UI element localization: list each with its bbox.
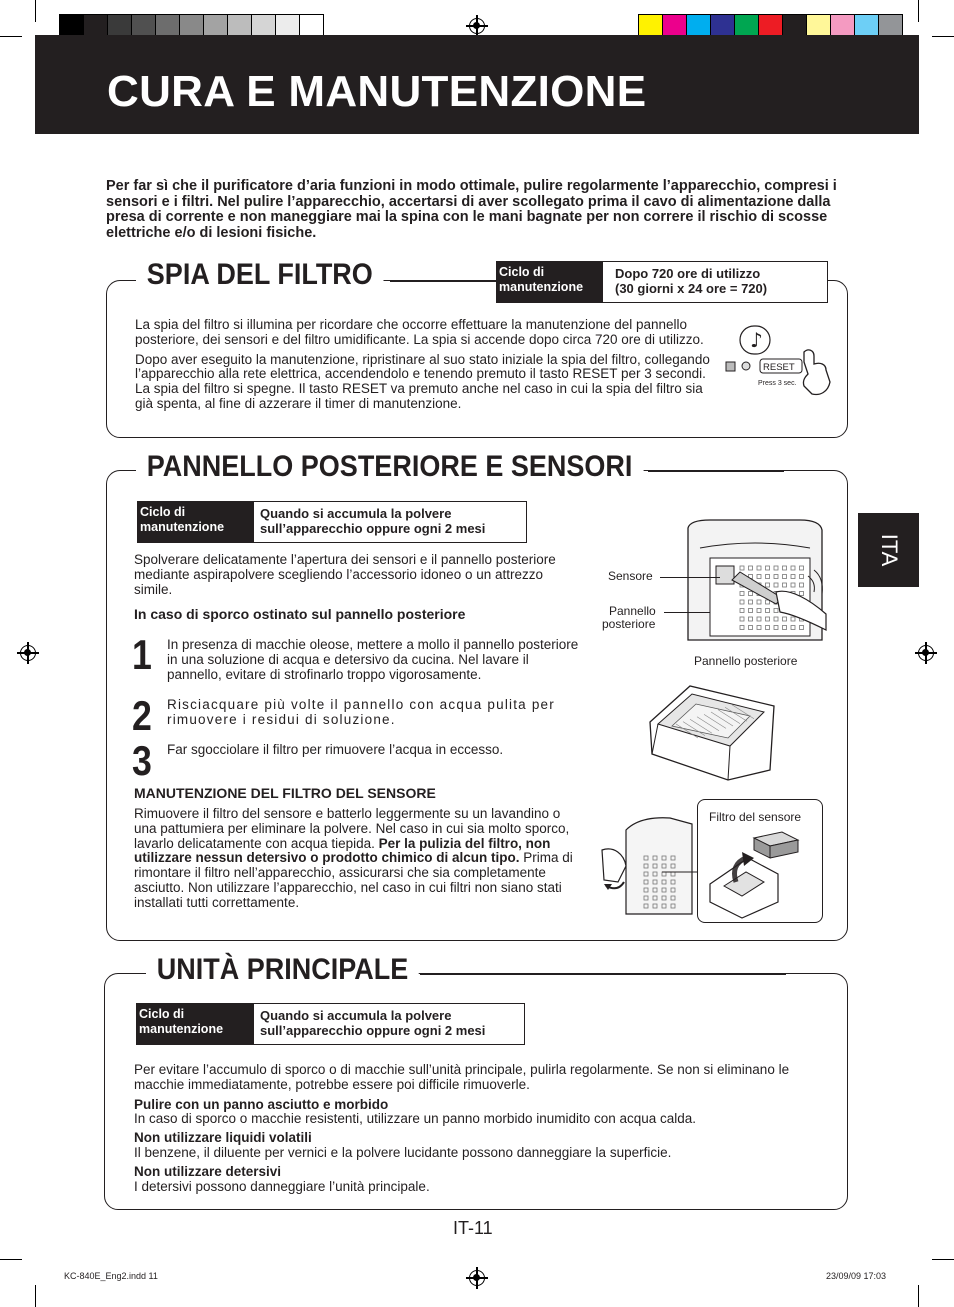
step-text: Risciacquare più volte il pannello con acqua pulita per rimuovere i residui di soluzione. <box>167 697 555 727</box>
language-tab-label: ITA <box>876 533 902 567</box>
sensor-opening <box>716 566 734 584</box>
cycle-value-line: (30 giorni x 24 ore = 720) <box>615 281 768 296</box>
sensor-filter-heading: MANUTENZIONE DEL FILTRO DEL SENSORE <box>134 785 436 801</box>
page-number: IT-11 <box>453 1218 493 1238</box>
crop-mark <box>0 1259 22 1260</box>
title-rule <box>420 973 786 975</box>
language-tab <box>858 513 919 587</box>
press-label: Press 3 sec. <box>758 380 797 387</box>
label-panel: Pannello <box>609 604 656 618</box>
main-unit-item-text: In caso di sporco o macchie resistenti, utilizzare un panno morbido inumidito con acqua calda. <box>134 1111 697 1127</box>
header-bar <box>35 35 919 134</box>
cycle-value-line: sull’apparecchio oppure ogni 2 mesi <box>260 521 486 536</box>
page-title: CURA E MANUTENZIONE <box>107 67 647 116</box>
footer-file-name: KC-840E_Eng2.indd 11 <box>64 1271 158 1281</box>
main-unit-item-heading: Non utilizzare liquidi volatili <box>134 1130 312 1146</box>
filter-lamp-title: SPIA DEL FILTRO <box>136 258 384 292</box>
sensor-text-warning: Per la pulizia del filtro, non utilizzare nessun detersivo o prodotto chimico di alcun tipo. <box>134 835 551 866</box>
label-sensor: Sensore <box>608 569 653 583</box>
sensor-filter-removal-illustration <box>600 810 698 916</box>
main-unit-item-heading: Pulire con un panno asciutto e morbido <box>134 1096 389 1112</box>
purifier-side <box>626 818 692 914</box>
title-rule <box>648 470 784 472</box>
main-unit-item-text: Il benzene, il diluente per vernici e la polvere lucidante possono danneggiare la superficie. <box>134 1144 672 1160</box>
footer-date: 23/09/09 17:03 <box>826 1271 887 1281</box>
cycle-value <box>254 1004 491 1044</box>
cycle-label: Ciclo di manutenzione <box>497 262 603 302</box>
step-number: 1 <box>132 631 152 678</box>
label-panel-figure: Pannello posteriore <box>694 654 798 668</box>
title-rule <box>390 280 496 282</box>
filter-lamp-para: La spia del filtro si illumina per ricordare che occorre effettuare la manutenzione del pannello posteriore, dei sensori e del filtro umidificante. La spia si accende dopo circa 720 ore di utilizzo. <box>135 317 704 347</box>
registration-mark-icon <box>20 645 36 661</box>
sensor-filter-detail-illustration <box>702 826 820 920</box>
finger-icon <box>803 350 830 395</box>
reset-label: RESET <box>763 362 795 373</box>
crop-mark <box>0 36 22 37</box>
main-unit-item-heading: Non utilizzare detersivi <box>134 1163 282 1179</box>
soaking-basin-illustration <box>644 672 778 784</box>
main-unit-text <box>134 1063 814 1194</box>
sensor-text-part: Prima di rimontare il filtro nell’apparecchio, assicurarsi che sia completamente asciutto. Non utilizzare l’apparecchio, nel caso in cui filtri non siano stati installati tutti correttamente. <box>134 850 573 910</box>
registration-mark-icon <box>469 18 485 34</box>
sensor-text-part: Rimuovere il filtro del sensore e batterlo leggermente su un lavandino o una pattumiera per eliminare la polvere. Nel caso in cui sia molto sporco, lavarlo delicatamente con acqua tiepida. <box>134 806 570 851</box>
crop-mark <box>918 0 919 22</box>
reset-button-illustration <box>722 322 838 398</box>
sensor-filter-text <box>134 807 574 911</box>
crop-mark <box>932 36 954 37</box>
step-text: Far sgocciolare il filtro per rimuovere l’acqua in eccesso. <box>167 742 504 757</box>
main-unit-para: Per evitare l’accumulo di sporco o di macchie sull’unità principale, pulirla regolarmente. Se non si eliminano le macchie immediatamente, potrebbe essere poi difficile rimuoverle. <box>134 1062 790 1092</box>
step-number: 3 <box>132 737 152 784</box>
main-unit-title: UNITÀ PRINCIPALE <box>146 953 419 987</box>
rear-panel-intro: Spolverare delicatamente l’apertura dei sensori e il pannello posteriore mediante aspirapolvere scegliendo l’accessorio idoneo o un attrezzo simile. <box>134 552 556 597</box>
main-unit-item-text: I detersivi possono danneggiare l’unità principale. <box>134 1178 430 1194</box>
step-number: 2 <box>132 692 152 739</box>
crop-mark <box>918 1285 919 1307</box>
music-note-icon: ♪ <box>750 328 763 352</box>
cycle-label: Ciclo di manutenzione <box>138 502 254 542</box>
cycle-value-line: Quando si accumula la polvere <box>260 1008 452 1023</box>
rear-panel-cycle-box <box>137 501 527 543</box>
cycle-value-line: sull’apparecchio oppure ogni 2 mesi <box>260 1023 486 1038</box>
label-panel: posteriore <box>602 617 656 631</box>
dirt-heading: In caso di sporco ostinato sul pannello posteriore <box>134 606 466 622</box>
cycle-value <box>603 262 773 302</box>
leader-line <box>664 612 710 613</box>
crop-mark <box>932 1259 954 1260</box>
main-unit-cycle-box <box>136 1003 525 1045</box>
step-text: In presenza di macchie oleose, mettere a mollo il pannello posteriore in una soluzione di acqua e detersivo da cucina. Nel lavare il pannello, evitare di strofinarlo troppo vigorosamente. <box>167 637 579 682</box>
cycle-label: Ciclo di manutenzione <box>137 1004 254 1044</box>
filter-lamp-text <box>135 318 719 412</box>
filter-lamp-cycle-box <box>496 261 828 303</box>
leader-line <box>660 577 720 578</box>
cycle-value-line: Quando si accumula la polvere <box>260 506 452 521</box>
registration-mark-icon <box>469 1270 485 1286</box>
filter-lamp-para: Dopo aver eseguito la manutenzione, ripristinare al suo stato iniziale la spia del filtro, collegando l’apparecchio alla rete elettrica, accendendolo e tenendo premuto il tasto RESET per 3 secondi. La spia del filtro si spegne. Il tasto RESET va premuto anche nel caso in cui la spia del filtro sia già spenta, al fine di azzerare il timer di manutenzione. <box>135 351 710 411</box>
cycle-value-line: Dopo 720 ore di utilizzo <box>615 266 761 281</box>
registration-mark-icon <box>918 645 934 661</box>
purifier-rear-illustration <box>680 518 830 648</box>
crop-mark <box>35 0 36 22</box>
crop-mark <box>35 1285 36 1307</box>
rear-panel-title: PANNELLO POSTERIORE E SENSORI <box>136 450 643 484</box>
cycle-value <box>254 502 491 542</box>
filter-lamp-icon <box>726 362 735 371</box>
intro-warning: Per far sì che il purificatore d’aria funzioni in modo ottimale, pulire regolarmente l’apparecchio, compresi i sensori e i filtri. Nel pulire l’apparecchio, accertarsi di aver scollegato prima il cavo di alimentazione dalla presa di corrente e non maneggiare mai la spina con le mani bagnate per non correre il rischio di scosse elettriche e/o di lesioni fisiche. <box>106 178 837 241</box>
hand-icon <box>602 849 626 882</box>
indicator-icon <box>742 362 750 370</box>
label-sensor-filter: Filtro del sensore <box>709 810 802 824</box>
